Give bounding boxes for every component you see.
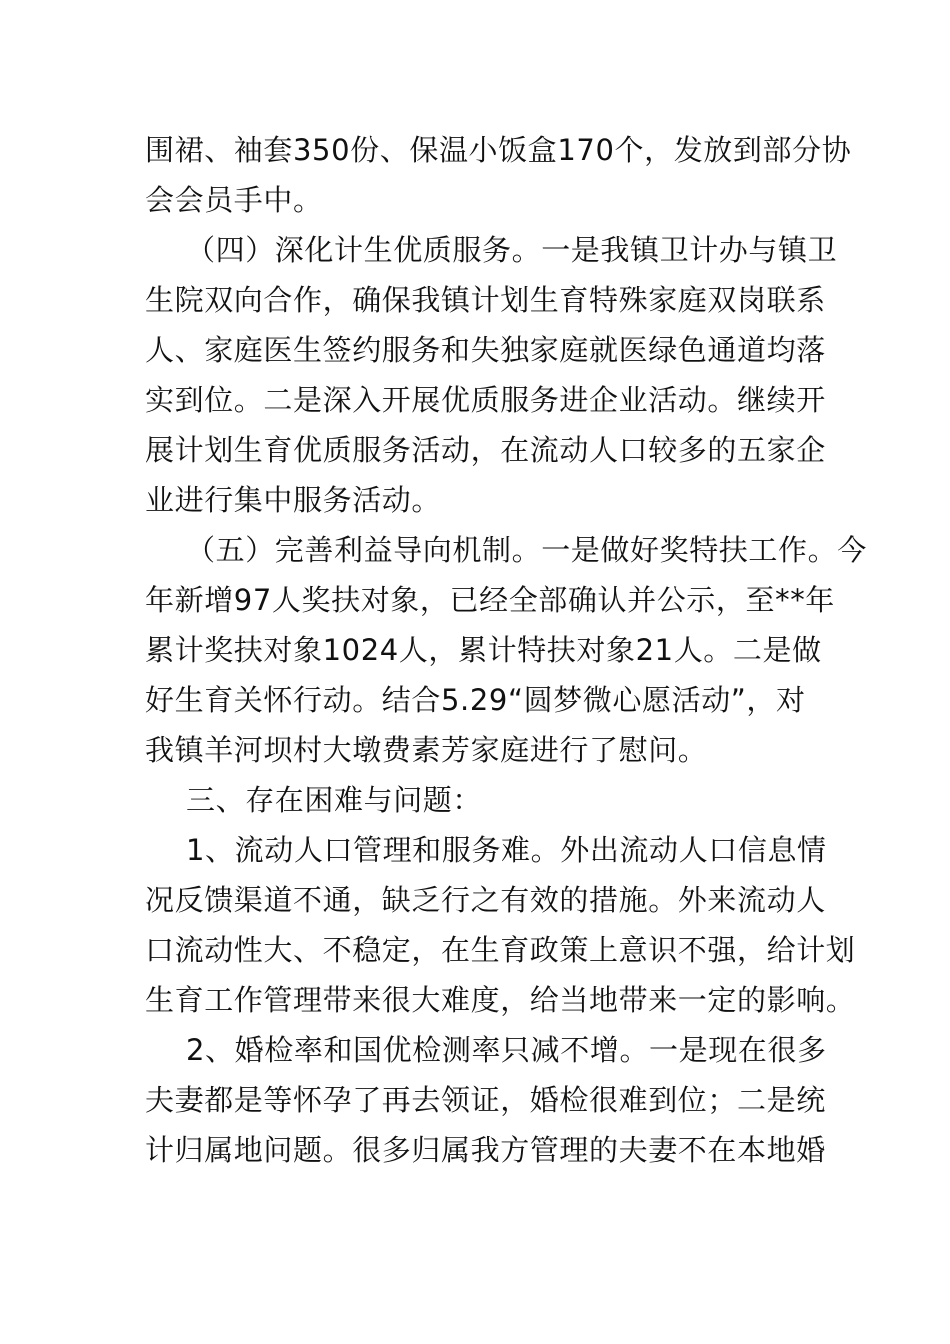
text-line: 会会员手中。	[145, 183, 323, 217]
text-line: 展计划生育优质服务活动，在流动人口较多的五家企	[145, 433, 826, 467]
section-heading-line: （四）深化计生优质服务。一是我镇卫计办与镇卫	[186, 233, 838, 267]
text-line: 生育工作管理带来很大难度，给当地带来一定的影响。	[145, 983, 856, 1017]
text-line: 累计奖扶对象1024人，累计特扶对象21人。二是做	[145, 633, 822, 667]
text-line: 人、家庭医生签约服务和失独家庭就医绿色通道均落	[145, 333, 826, 367]
text-line: 业进行集中服务活动。	[145, 483, 442, 517]
text-line: 我镇羊河坝村大墩费素芳家庭进行了慰问。	[145, 733, 708, 767]
list-item-heading-line: 2、婚检率和国优检测率只减不增。一是现在很多	[186, 1033, 827, 1067]
text-line: 口流动性大、不稳定，在生育政策上意识不强，给计划	[145, 933, 856, 967]
text-line: 计归属地问题。很多归属我方管理的夫妻不在本地婚	[145, 1133, 826, 1167]
text-line: 夫妻都是等怀孕了再去领证，婚检很难到位；二是统	[145, 1083, 826, 1117]
text-line: 实到位。二是深入开展优质服务进企业活动。继续开	[145, 383, 826, 417]
text-line: 况反馈渠道不通，缺乏行之有效的措施。外来流动人	[145, 883, 826, 917]
text-line: 生院双向合作，确保我镇计划生育特殊家庭双岗联系	[145, 283, 826, 317]
text-line: 年新增97人奖扶对象，已经全部确认并公示，至**年	[145, 583, 835, 617]
section-title: 三、存在困难与问题：	[186, 783, 483, 817]
section-heading-line: （五）完善利益导向机制。一是做好奖特扶工作。今	[186, 533, 867, 567]
list-item-heading-line: 1、流动人口管理和服务难。外出流动人口信息情	[186, 833, 827, 867]
text-line: 好生育关怀行动。结合5.29“圆梦微心愿活动”，对	[145, 683, 806, 717]
text-line: 围裙、袖套350份、保温小饭盒170个，发放到部分协	[145, 133, 852, 167]
